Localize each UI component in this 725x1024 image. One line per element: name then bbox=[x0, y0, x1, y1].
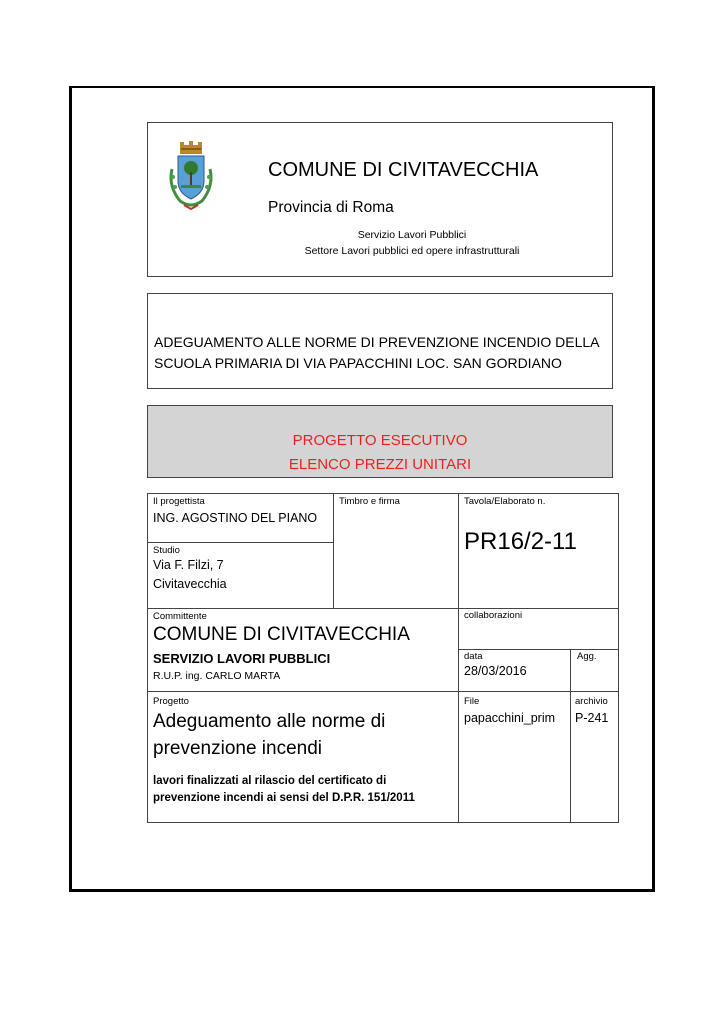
service-name: Servizio Lavori Pubblici bbox=[357, 229, 467, 241]
client-service: SERVIZIO LAVORI PUBBLICI bbox=[153, 651, 331, 666]
header-box bbox=[147, 122, 613, 277]
project-label: Progetto bbox=[153, 696, 189, 707]
project-type-box bbox=[147, 405, 613, 478]
file-label: File bbox=[464, 696, 480, 707]
client-label: Committente bbox=[153, 611, 207, 622]
stamp-label: Timbro e firma bbox=[339, 496, 400, 507]
drawing-label: Tavola/Elaborato n. bbox=[464, 496, 546, 507]
date-label: data bbox=[464, 651, 483, 662]
subject-box bbox=[147, 293, 613, 389]
project-title-line-1: Adeguamento alle norme di bbox=[153, 711, 386, 732]
studio-label: Studio bbox=[153, 545, 180, 556]
client-name: COMUNE DI CIVITAVECCHIA bbox=[153, 624, 410, 645]
municipality-title: COMUNE DI CIVITAVECCHIA bbox=[268, 159, 539, 181]
archive-value: P-241 bbox=[575, 711, 609, 725]
designer-value: ING. AGOSTINO DEL PIANO bbox=[153, 511, 318, 525]
subject-text bbox=[154, 332, 600, 374]
date-value: 28/03/2016 bbox=[464, 664, 527, 678]
agg-label: Agg. bbox=[577, 651, 597, 662]
subject-line-2: SCUOLA PRIMARIA DI VIA PAPACCHINI LOC. SAN GORDIANO bbox=[154, 355, 562, 371]
sector-name: Settore Lavori pubblici ed opere infrastrutturali bbox=[304, 245, 520, 257]
document-type: ELENCO PREZZI UNITARI bbox=[288, 456, 472, 473]
project-description-line-2: prevenzione incendi ai sensi del D.P.R. 151/2011 bbox=[153, 792, 415, 804]
client-rup: R.U.P. ing. CARLO MARTA bbox=[153, 670, 281, 682]
studio-address: Via F. Filzi, 7 bbox=[153, 558, 224, 572]
drawing-number: PR16/2-11 bbox=[464, 528, 577, 555]
project-description bbox=[153, 773, 415, 807]
subject-line-1: ADEGUAMENTO ALLE NORME DI PREVENZIONE INCENDIO DELLA bbox=[154, 334, 600, 350]
studio-city: Civitavecchia bbox=[153, 577, 227, 591]
collab-label: collaborazioni bbox=[464, 610, 523, 621]
project-title-line-2: prevenzione incendi bbox=[153, 738, 323, 759]
stamp-cell bbox=[333, 493, 459, 609]
coat-of-arms-icon bbox=[166, 141, 216, 211]
archive-label: archivio bbox=[575, 696, 608, 707]
province-name: Provincia di Roma bbox=[268, 199, 394, 216]
project-description-line-1: lavori finalizzati al rilascio del certificato di bbox=[153, 775, 387, 787]
project-phase: PROGETTO ESECUTIVO bbox=[292, 432, 468, 449]
file-value: papacchini_prim bbox=[464, 711, 556, 725]
designer-label: Il progettista bbox=[153, 496, 205, 507]
project-title bbox=[153, 708, 385, 762]
